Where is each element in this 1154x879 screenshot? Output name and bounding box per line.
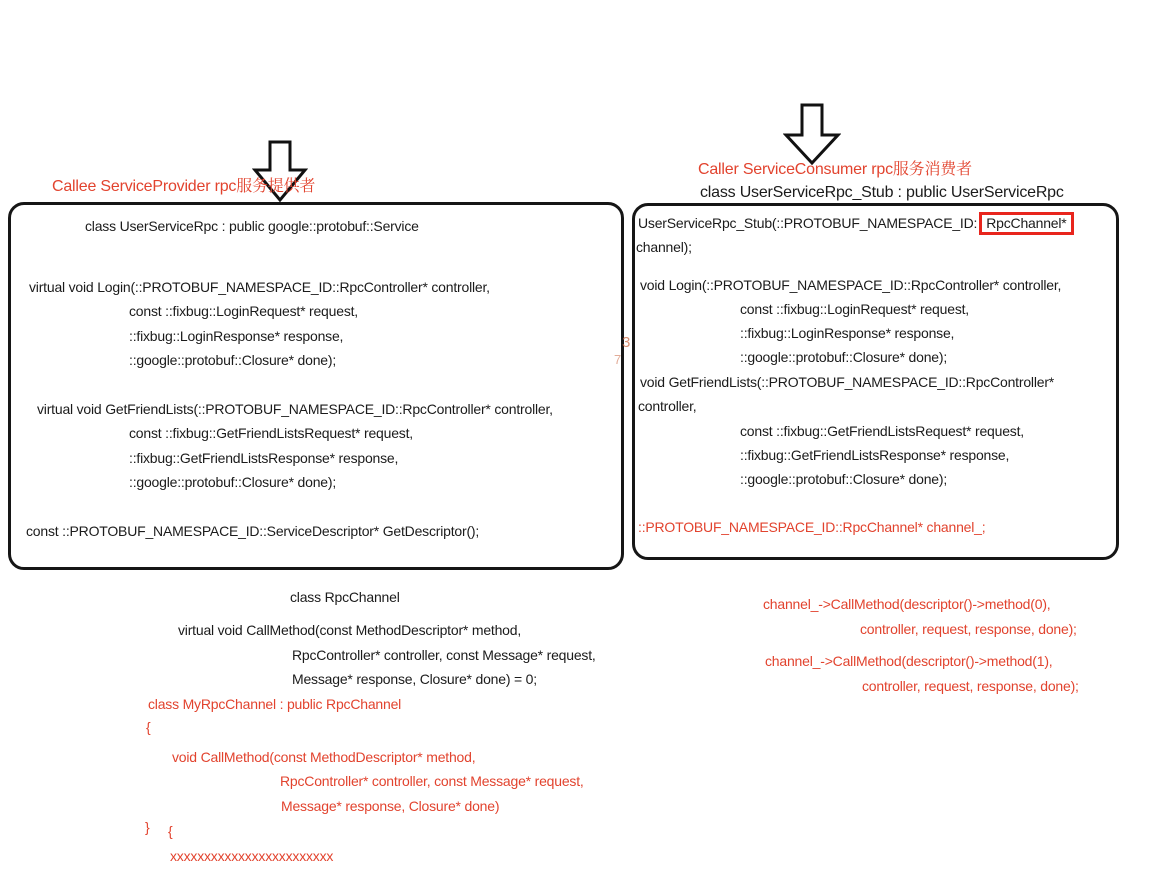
code-line: const ::fixbug::GetFriendListsRequest* request, bbox=[129, 425, 413, 441]
code-line: virtual void CallMethod(const MethodDescriptor* method, bbox=[178, 622, 522, 638]
open-brace: { bbox=[146, 719, 151, 735]
caller-consumer-label: Caller ServiceConsumer rpc服务消费者 bbox=[698, 161, 972, 178]
code-line: ::google::protobuf::Closure* done); bbox=[740, 471, 948, 487]
code-line: const ::fixbug::GetFriendListsRequest* request, bbox=[740, 423, 1024, 439]
code-line: ::google::protobuf::Closure* done); bbox=[129, 474, 337, 490]
code-line: ::google::protobuf::Closure* done); bbox=[740, 349, 948, 365]
code-line: channel); bbox=[636, 239, 692, 255]
callee-provider-label: Callee ServiceProvider rpc服务提供者 bbox=[52, 178, 316, 195]
code-line: const ::fixbug::LoginRequest* request, bbox=[740, 301, 969, 317]
stray-mark: 3 bbox=[622, 334, 631, 351]
code-line: ::fixbug::GetFriendListsResponse* response, bbox=[740, 447, 1010, 463]
stray-mark: 7 bbox=[614, 352, 622, 367]
code-line: ::google::protobuf::Closure* done); bbox=[129, 352, 337, 368]
code-line: ::fixbug::LoginResponse* response, bbox=[129, 328, 344, 344]
code-line: RpcController* controller, const Message* request, bbox=[292, 647, 596, 663]
myrpcchannel-class-line: class MyRpcChannel : public RpcChannel bbox=[148, 696, 402, 712]
code-line: RpcController* controller, const Message* request, bbox=[280, 773, 584, 789]
code-line: void GetFriendLists(::PROTOBUF_NAMESPACE_ID::RpcController* bbox=[640, 374, 1055, 390]
ctor-prefix: UserServiceRpc_Stub(::PROTOBUF_NAMESPACE_ID: bbox=[638, 215, 978, 231]
rpcchannel-title: class RpcChannel bbox=[290, 589, 400, 605]
code-line: void Login(::PROTOBUF_NAMESPACE_ID::RpcController* controller, bbox=[640, 277, 1062, 293]
code-line: ::fixbug::LoginResponse* response, bbox=[740, 325, 955, 341]
ctor-line bbox=[638, 212, 1074, 235]
code-line: Message* response, Closure* done) = 0; bbox=[292, 671, 537, 687]
channel-member-line: ::PROTOBUF_NAMESPACE_ID::RpcChannel* channel_; bbox=[638, 519, 986, 535]
stub-class-declaration: class UserServiceRpc_Stub : public UserServiceRpc bbox=[700, 184, 1064, 201]
code-line: Message* response, Closure* done) bbox=[281, 798, 500, 814]
code-line: const ::fixbug::LoginRequest* request, bbox=[129, 303, 358, 319]
callmethod-0-line: channel_->CallMethod(descriptor()->method(0), bbox=[763, 596, 1051, 612]
inner-open-brace: { bbox=[168, 823, 173, 839]
code-line: class UserServiceRpc : public google::protobuf::Service bbox=[85, 218, 419, 234]
code-line: virtual void Login(::PROTOBUF_NAMESPACE_ID::RpcController* controller, bbox=[29, 279, 490, 295]
callmethod-0-args: controller, request, response, done); bbox=[860, 621, 1077, 637]
body-placeholder: xxxxxxxxxxxxxxxxxxxxxxxx bbox=[170, 848, 334, 864]
code-line: void CallMethod(const MethodDescriptor* method, bbox=[172, 749, 476, 765]
code-line: controller, bbox=[638, 398, 697, 414]
close-brace: } bbox=[145, 819, 150, 835]
rpcchannel-highlight-box: RpcChannel* bbox=[979, 212, 1073, 235]
code-line: ::fixbug::GetFriendListsResponse* response, bbox=[129, 450, 399, 466]
callmethod-1-args: controller, request, response, done); bbox=[862, 678, 1079, 694]
provider-code-panel bbox=[8, 202, 624, 570]
stub-code-panel bbox=[632, 203, 1119, 560]
code-line: const ::PROTOBUF_NAMESPACE_ID::ServiceDescriptor* GetDescriptor(); bbox=[26, 523, 480, 539]
callmethod-1-line: channel_->CallMethod(descriptor()->method(1), bbox=[765, 653, 1053, 669]
code-line: virtual void GetFriendLists(::PROTOBUF_NAMESPACE_ID::RpcController* controller, bbox=[37, 401, 553, 417]
